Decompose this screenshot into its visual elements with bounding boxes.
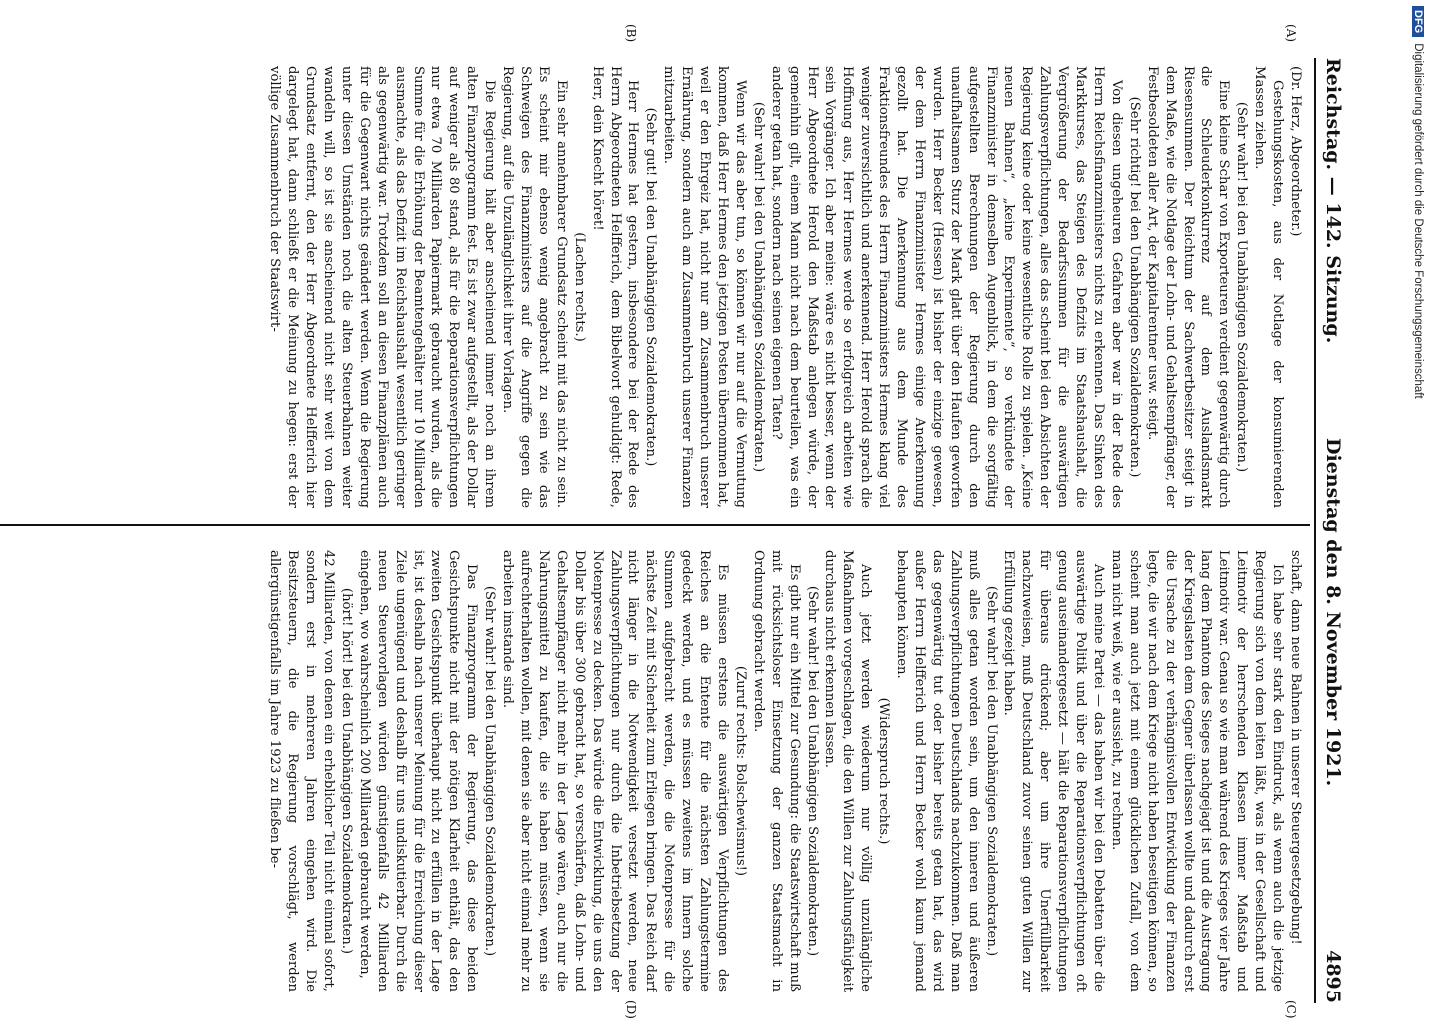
page-number: 4895 (1322, 950, 1344, 1003)
header-section-title: Reichstag. — 142. Sitzung. (1322, 58, 1344, 344)
interjection: (Sehr wahr! bei den Unabhängigen Sozialdemokraten.) (1234, 101, 1250, 473)
paragraph: Ein sehr annehmbarer Grundsatz scheint mit das nicht zu sein. Es scheint mir ebenso wenig angebracht zu sein wie das Schweigen des Finanzministers auf die Angriffe gegen die Regierung, auf die Unzulänglichkeit ihrer Vorlagen. (500, 66, 569, 508)
interjection: (hört! hört! bei den Unabhängigen Sozialdemokraten.) (338, 587, 354, 955)
right-column (4, 550, 1304, 992)
paragraph: Auch jetzt werden wiederum nur völlig unzulängliche Maßnahmen vorgeschlagen, die den Willen zur Zahlungsfähigkeit durchaus nicht erkennen lassen. (822, 550, 874, 992)
interjection: (Sehr gut! bei den Unabhängigen Sozialdemokraten.) (643, 107, 659, 467)
interjection: (Sehr wahr! bei den Unabhängigen Sozialdemokraten.) (804, 585, 820, 957)
interjection: (Lachen rechts.) (571, 232, 587, 342)
paragraph: Wenn wir das aber tun, so können wir nur auf die Vermutung kommen, daß Herr Hermes den jetzigen Posten übernommen hat, weil er den Ehrgeiz hat, nicht nur am Zusammenbruch unserer Ernährung, sondern auch am Zusammenbruch unserer Finanzen mitzuarbeiten. (661, 66, 748, 508)
header-date: Dienstag den 8. November 1921. (1322, 438, 1344, 787)
digitization-credit (1406, 6, 1428, 996)
margin-marker-c: (C) (1284, 1000, 1298, 1019)
interjection: (Sehr wahr! bei den Unabhängigen Sozialdemokraten.) (750, 101, 766, 473)
newspaper-page (0, 24, 1350, 1019)
paragraph: Herr Hermes hat gestern, insbesondere bei der Rede des Herrn Abgeordneten Helfferich, dem Bibelwort gehuldigt: Rede, Herr, dein Knecht höret! (589, 66, 641, 508)
speaker-line: (Dr. Herz, Abgeordneter.) (1288, 66, 1303, 237)
paragraph: 42 Milliarden, von denen ein erheblicher Teil nicht einmal sofort, sondern erst in mehreren Jahren eingehen wird. Die Besitzsteuern, die die Regierung vorschlägt, werden allergünstigenfalls im Jahre 1923 zu fließen be- (267, 550, 337, 992)
paragraph: Auch meine Partei — das haben wir bei den Debatten über die auswärtige Politik und über die Reparationsverpflichtungen oft genug auseinandergesetzt — hält die Reparationsverpflichtungen für überaus drückend; aber um ihre Unerfüllbarkeit nachzuweisen, muß Deutschland zuvor seinen guten Willen zur Erfüllung gezeigt haben. (1001, 550, 1107, 992)
interjection: (Sehr richtig! bei den Unabhängigen Sozialdemokraten.) (1126, 96, 1142, 478)
interjection: (Zuruf rechts: Bolschewismus!) (732, 665, 748, 877)
paragraph: Das Finanzprogramm der Regierung, das diese beiden Gesichtspunkte nicht mit der nötigen Klarheit enthält, das den zweiten Gesichtspunkt überhaupt nicht zu erfüllen in der Lage ist, ist deshalb nach unserer Meinung für die Erreichung dieser Ziele ungenügend und deshalb für uns undiskutierbar. Durch die neuen Steuervorlagen würden günstigenfalls 42 Milliarden eingehen, wo wahrscheinlich 200 Milliarden gebraucht werden, (356, 550, 480, 992)
column-divider (0, 524, 1310, 526)
dfg-logo: DFG (1412, 6, 1424, 37)
left-column (4, 66, 1304, 508)
paragraph: muß alles getan worden sein, um den inneren und äußeren Zahlungsverpflichtungen Deutschlands nachzukommen. Daß man das gegenwärtig tut oder bisher bereits getan hat, das wird außer Herrn Helfferich und Herrn Becker wohl kaum jemand behaupten können. (894, 550, 981, 992)
paragraph: schaft, dann neue Bahnen in unserer Steuergesetzgebung! (1288, 550, 1303, 945)
margin-marker-b: (B) (624, 24, 638, 43)
paragraph: Die Regierung hält aber anscheinend immer noch an ihrem alten Finanzprogramm fest. Es ist zwar aufgestellt, als der Dollar auf weniger als 80 stand, als für die Reparationsverpflichtungen nur etwa 70 Milliarden Papiermark gebraucht wurden, als die Summe für die Erhöhung der Beamtengehälter nur 10 Milliarden ausmachte, als das Defizit im Reichshaushalt wesentlich geringer als gegenwärtig war. Trotzdem soll an diesen Finanzplänen auch für die Gegenwart nichts geändert werden. Wenn die Regierung unter diesen Umständen noch die alten Steuerbahnen weiter wandeln will, so ist sie anscheinend nicht sehr weit von dem Grundsatz entfernt, den der Herr Abgeordnete Helfferich hier dargelegt hat, dann schließt er die Meinung zu hegen: erst der völlige Zusammenbruch der Staatswirt- (267, 66, 498, 508)
interjection: (Sehr wahr! bei den Unabhängigen Sozialdemokraten.) (983, 585, 999, 957)
paragraph: Es müssen erstens die auswärtigen Verpflichtungen des Reiches an die Entente für die nächsten Zahlungstermine gedeckt werden, und es müssen zweitens im Innern solche Summen aufgebracht werden, die die Notenpresse für die nächste Zeit mit Sicherheit zum Erliegen bringen. Das Reich darf nicht länger in die Notwendigkeit versetzt werden, neue Zahlungsverpflichtungen nur durch die Inbetriebsetzung der Notenpresse zu decken. Das würde die Entwicklung, die uns den Dollar bis über 300 gebracht hat, so verschärfen, daß Lohn- und Gehaltsempfänger nicht mehr in der Lage wären, auch nur die Nahrungsmittel zu kaufen, die sie haben müssen, wenn sie aufrechterhalten wollen, mit denen sie aber nicht einmal mehr zu arbeiten imstande sind. (500, 550, 730, 992)
margin-marker-d: (D) (624, 1000, 638, 1019)
credit-text: Digitalisierung gefördert durch die Deutsche Forschungsgemeinschaft (1412, 43, 1424, 399)
page-header (1314, 58, 1350, 1003)
paragraph: Gestehungskosten, aus der Notlage der konsumierenden Massen ziehen. (1252, 66, 1286, 508)
paragraph: Es gibt nur ein Mittel zur Gesundung: die Staatswirtschaft muß mit rücksichtsloser Einsetzung der ganzen Staatsmacht in Ordnung gebracht werden. (750, 550, 802, 992)
margin-marker-a: (A) (1284, 24, 1298, 43)
paragraph: Ich habe sehr stark den Eindruck, als wenn auch die jetzige Regierung sich von dem leiten läßt, was in der Gesellschaft und Leitmotiv der herrschenden Klassen immer Maßstab und Leitmotiv war. Genau so wie man während des Krieges vier Jahre lang dem Phantom des Sieges nachgejagt ist und die Austragung der Kriegslasten dem Gegner überlassen wollte und dadurch erst die Ursache zu der verhängnisvollen Entwicklung der Finanzen legte, die wir nach dem Kriege nicht haben beseitigen können, so scheint man auch jetzt mit einem glücklichen Zufall, von dem man nicht weiß, wie er aussieht, zu rechnen. (1108, 550, 1286, 992)
paragraph: Von diesen ungeheuren Gefahren aber war in der Rede des Herrn Reichsfinanzministers nichts zu erkennen. Das Sinken des Markkurses, das Steigen des Defizits im Staatshaushalt, die Vergrößerung der Bedarfssummen für die auswärtigen Zahlungsverpflichtungen, alles das scheint bei den Absichten der Regierung keine oder keine wesentliche Rolle zu spielen. „Keine neuen Bahnen“, „keine Experimente“, so verkündete der Finanzminister in demselben Augenblick, in dem die sorgfältig aufgestellten Berechnungen der Regierung durch den unaufhaltsamen Sturz der Mark glatt über den Haufen geworfen wurden. Herr Becker (Hessen) ist bisher der einzige gewesen, der dem Herrn Finanzminister Hermes einige Anerkennung gezollt hat. Die Anerkennung aus dem Munde des Fraktionsfreundes des Herrn Finanzministers Hermes klang viel weniger zuversichtlich und anerkennend. Herr Herold sprach die Hoffnung aus, Herr Hermes werde so erfolgreich arbeiten wie sein Vorgänger. Ich aber meine: wäre es nicht besser, wenn der Herr Abgeordnete Herold den Maßstab anlegen würde, der gemeinhin gilt, einem Mann nicht nach dem beurteilen, was ein anderer getan hat, sondern nach seinen eigenen Taten? (768, 66, 1124, 508)
paragraph: Eine kleine Schar von Exporteuren verdient gegenwärtig durch die Schleuderkonkurrenz auf dem Auslandsmarkt Riesensummen. Der Reichtum der Sachwertbesitzer steigt in dem Maße, wie die Notlage der Lohn- und Gehaltsempfänger, der Festbesoldeten aller Art, der Kapitalrentner usw. steigt. (1144, 66, 1232, 508)
interjection: (Sehr wahr! bei den Unabhängigen Sozialdemokraten.) (482, 585, 498, 957)
interjection: (Widerspruch rechts.) (876, 697, 892, 845)
